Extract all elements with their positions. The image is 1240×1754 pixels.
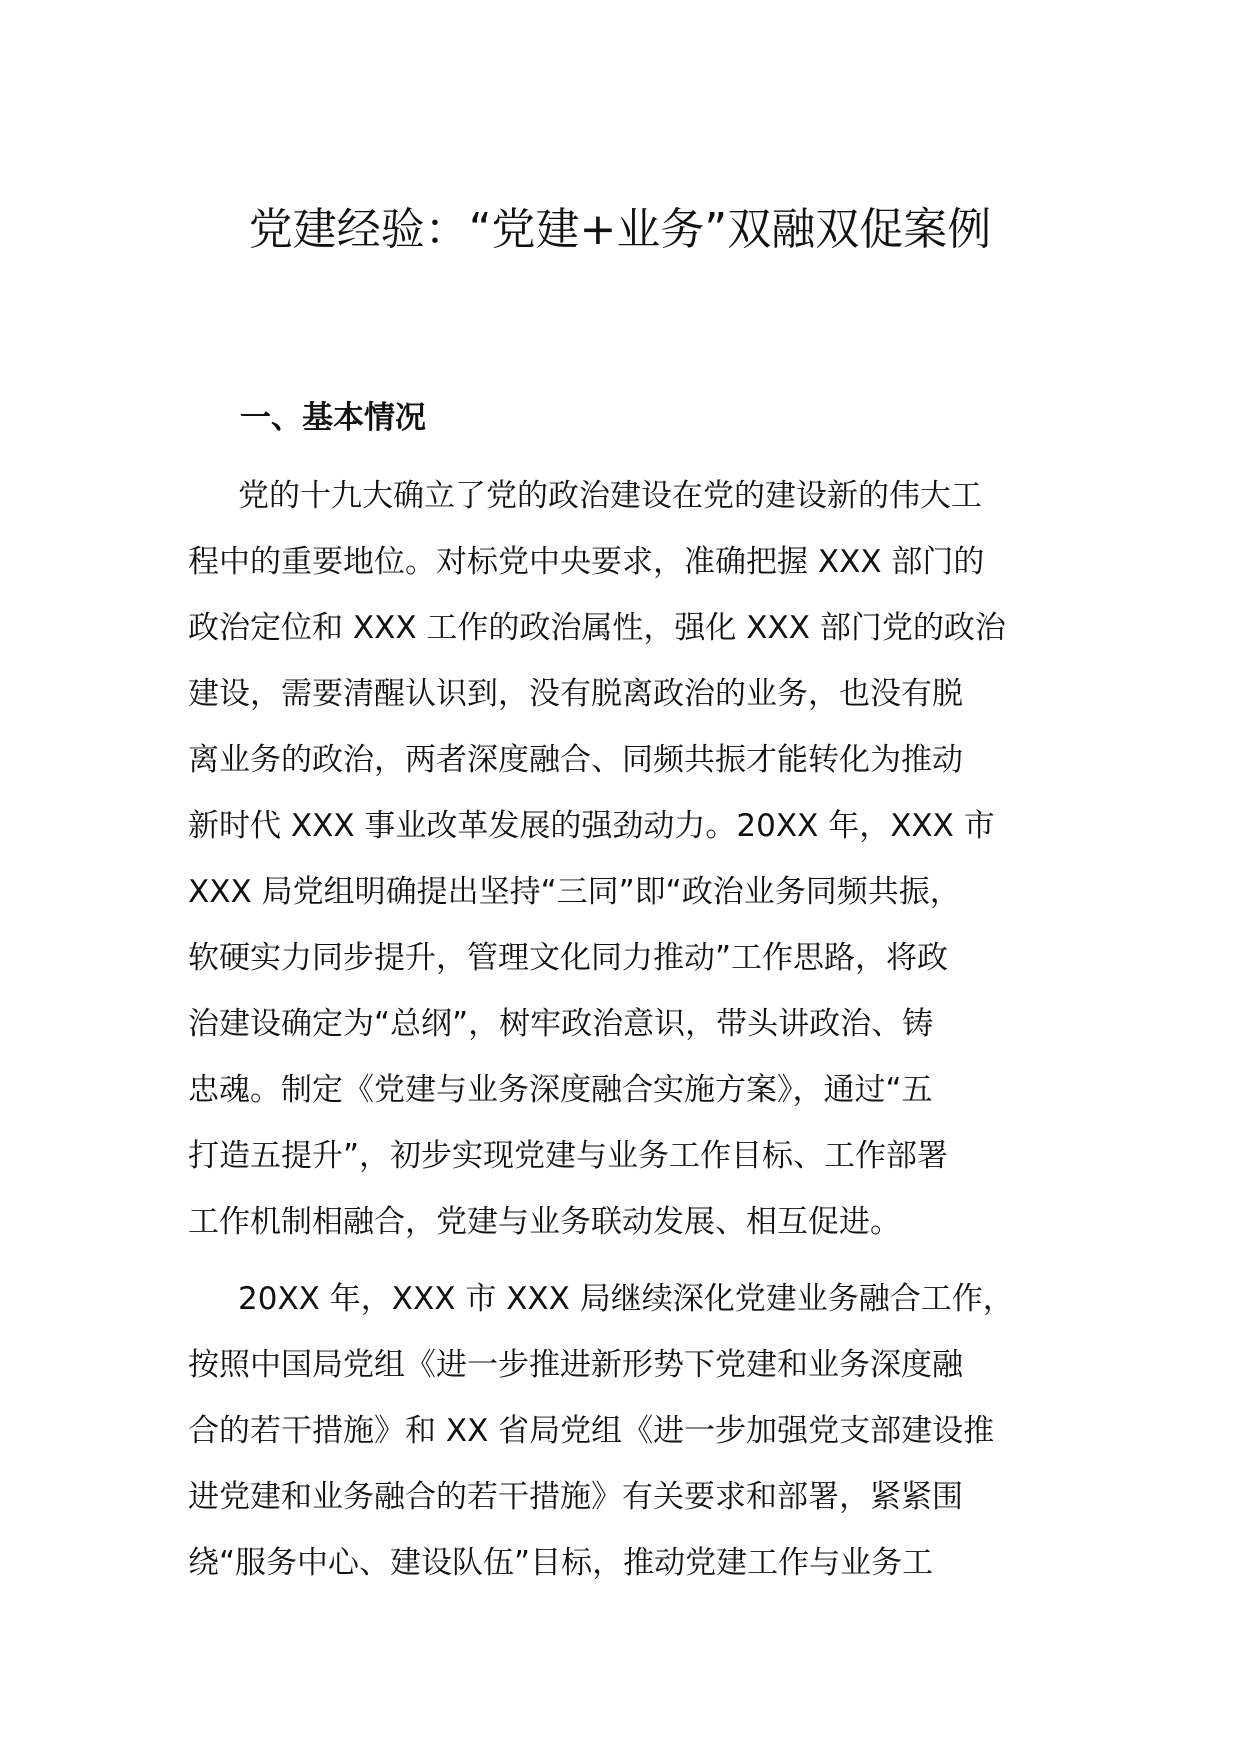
paragraph-line: 工作机制相融合，党建与业务联动发展、相互促进。 <box>188 1204 901 1240</box>
paragraph-line: 软硬实力同步提升，管理文化同力推动”工作思路，将政 <box>188 940 949 976</box>
paragraph-line: XXX 局党组明确提出坚持“三同”即“政治业务同频共振， <box>188 874 961 910</box>
paragraph-line: 党的十九大确立了党的政治建设在党的建设新的伟大工 <box>238 478 982 514</box>
paragraph-line: 合的若干措施》和 XX 省局党组《进一步加强党支部建设推 <box>188 1413 995 1449</box>
paragraph-line: 按照中国局党组《进一步推进新形势下党建和业务深度融 <box>188 1347 963 1383</box>
section-heading-basic-situation: 一、基本情况 <box>240 400 426 436</box>
paragraph-line: 治建设确定为“总纲”，树牢政治意识，带头讲政治、铸 <box>188 1006 934 1042</box>
paragraph-line: 进党建和业务融合的若干措施》有关要求和部署，紧紧围 <box>188 1479 963 1515</box>
paragraph-2 <box>188 1266 1088 1596</box>
paragraph-line: 程中的重要地位。对标党中央要求，准确把握 XXX 部门的 <box>188 544 985 580</box>
paragraph-line: 打造五提升”，初步实现党建与业务工作目标、工作部署 <box>188 1138 949 1174</box>
paragraph-line: 绕“服务中心、建设队伍”目标，推动党建工作与业务工 <box>188 1545 934 1581</box>
document-title: 党建经验：“党建+业务”双融双促案例 <box>248 204 992 255</box>
paragraph-line: 离业务的政治，两者深度融合、同频共振才能转化为推动 <box>188 742 963 778</box>
paragraph-line: 建设，需要清醒认识到，没有脱离政治的业务，也没有脱 <box>188 676 963 712</box>
paragraph-line: 新时代 XXX 事业改革发展的强劲动力。20XX 年，XXX 市 <box>188 808 995 844</box>
paragraph-line: 忠魂。制定《党建与业务深度融合实施方案》，通过“五 <box>188 1072 933 1108</box>
paragraph-line: 20XX 年，XXX 市 XXX 局继续深化党建业务融合工作， <box>238 1281 1014 1317</box>
paragraph-line: 政治定位和 XXX 工作的政治属性，强化 XXX 部门党的政治 <box>188 610 1006 646</box>
paragraph-1 <box>188 463 1088 1255</box>
